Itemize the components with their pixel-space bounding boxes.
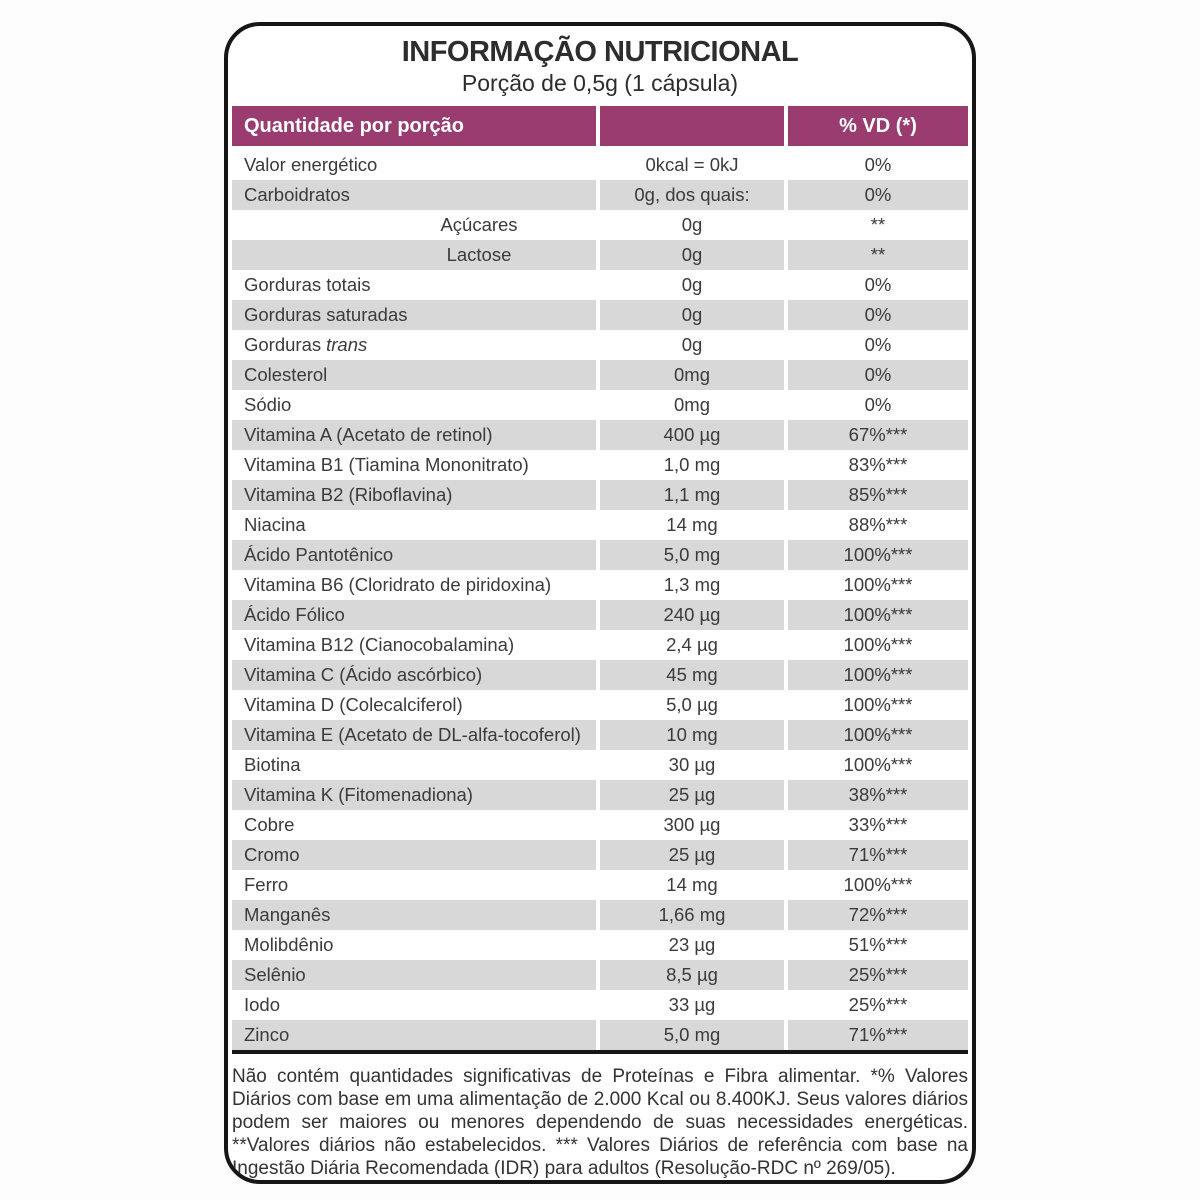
footnotes: Não contém quantidades significativas de Proteínas e Fibra alimentar. *% Valores Diários com base em uma alimentação de 2.000 Kcal ou 8.400KJ. Seus valores diários podem ser maiores ou menores dependendo de suas necessidades energéticas. **Valores diários não estabelecidos. *** Valores Diários de referência com base na Ingestão Diária Recomendada (IDR) para adultos (Resolução-RDC nº 269/05). [232, 1066, 968, 1179]
nutrient-name: Vitamina D (Colecalciferol) [244, 694, 463, 715]
header-quantity-per-serving: Quantidade por porção [232, 106, 596, 146]
header-amount-column [600, 106, 784, 146]
nutrient-name: Selênio [232, 960, 596, 990]
nutrient-daily-value: 85%*** [788, 480, 968, 510]
nutrient-daily-value: 100%*** [843, 874, 913, 895]
nutrient-daily-value: 71%*** [788, 1020, 968, 1050]
nutrition-title: INFORMAÇÃO NUTRICIONAL [401, 36, 799, 68]
table-row [232, 480, 968, 510]
nutrient-amount: 300 µg [663, 814, 721, 835]
nutrient-amount: 10 mg [600, 720, 784, 750]
nutrient-amount: 400 µg [600, 420, 784, 450]
nutrient-daily-value: 83%*** [848, 454, 908, 475]
table-row [232, 810, 968, 840]
nutrient-amount: 0g [681, 334, 703, 355]
nutrient-daily-value: 67%*** [788, 420, 968, 450]
table-row [232, 780, 968, 810]
nutrient-daily-value: 38%*** [788, 780, 968, 810]
nutrient-amount: 0mg [674, 394, 710, 415]
nutrient-amount: 1,0 mg [663, 454, 721, 475]
nutrient-amount: 8,5 µg [600, 960, 784, 990]
nutrient-name: Gorduras trans [244, 334, 368, 355]
table-row [232, 690, 968, 720]
nutrient-amount: 0mg [600, 360, 784, 390]
nutrient-name: Carboidratos [232, 180, 596, 210]
nutrient-daily-value: 71%*** [788, 840, 968, 870]
table-row [232, 180, 968, 210]
nutrient-amount: 25 µg [600, 840, 784, 870]
nutrient-name: Colesterol [232, 360, 596, 390]
nutrient-daily-value: ** [870, 214, 886, 235]
table-header [232, 106, 968, 146]
nutrition-table [232, 106, 968, 1054]
nutrient-daily-value: 0% [864, 154, 892, 175]
nutrient-daily-value: 51%*** [848, 934, 908, 955]
table-bottom-rule [232, 1050, 968, 1054]
table-row [232, 600, 968, 630]
table-row [232, 270, 968, 300]
nutrient-name: Niacina [244, 514, 306, 535]
nutrient-daily-value: 100%*** [843, 694, 913, 715]
nutrient-daily-value: 0% [864, 274, 892, 295]
table-row [232, 450, 968, 480]
nutrient-name: Ferro [244, 874, 289, 895]
nutrient-amount: 0g [681, 214, 703, 235]
nutrient-daily-value: 100%*** [788, 660, 968, 690]
nutrient-daily-value: 100%*** [788, 540, 968, 570]
nutrient-name: Vitamina A (Acetato de retinol) [232, 420, 596, 450]
nutrient-daily-value: 88%*** [848, 514, 908, 535]
nutrient-name: Cobre [244, 814, 295, 835]
nutrient-daily-value: 100%*** [843, 574, 913, 595]
table-row [232, 900, 968, 930]
nutrient-daily-value: 100%*** [788, 600, 968, 630]
nutrient-daily-value: 25%*** [788, 960, 968, 990]
nutrient-name: Açúcares [440, 214, 518, 235]
table-row [232, 1020, 968, 1050]
nutrient-amount: 0g [600, 300, 784, 330]
nutrient-daily-value: 0% [864, 334, 892, 355]
nutrient-name: Manganês [232, 900, 596, 930]
nutrient-name: Vitamina B1 (Tiamina Mononitrato) [244, 454, 529, 475]
table-row [232, 930, 968, 960]
nutrient-amount: 14 mg [666, 874, 718, 895]
nutrient-amount: 5,0 µg [666, 694, 718, 715]
table-row [232, 630, 968, 660]
nutrient-amount: 0g, dos quais: [600, 180, 784, 210]
table-row [232, 360, 968, 390]
serving-size: Porção de 0,5g (1 cápsula) [461, 70, 739, 96]
nutrient-name: Gorduras totais [244, 274, 371, 295]
nutrient-daily-value: 0% [788, 180, 968, 210]
nutrient-daily-value: 100%*** [843, 754, 913, 775]
table-row [232, 720, 968, 750]
nutrient-daily-value: 25%*** [848, 994, 908, 1015]
nutrient-name: Cromo [232, 840, 596, 870]
nutrient-name: Vitamina B6 (Cloridrato de piridoxina) [244, 574, 552, 595]
nutrient-amount: 14 mg [666, 514, 718, 535]
nutrient-amount: 0g [600, 240, 784, 270]
nutrient-amount: 1,3 mg [663, 574, 721, 595]
table-row [232, 210, 968, 240]
nutrient-amount: 0kcal = 0kJ [645, 154, 739, 175]
nutrient-name: Valor energético [244, 154, 378, 175]
nutrient-amount: 45 mg [600, 660, 784, 690]
nutrition-label [224, 22, 976, 1184]
table-row [232, 300, 968, 330]
nutrient-name: Biotina [244, 754, 301, 775]
nutrient-amount: 5,0 mg [600, 540, 784, 570]
table-row [232, 330, 968, 360]
table-row [232, 660, 968, 690]
nutrient-amount: 1,1 mg [600, 480, 784, 510]
nutrient-daily-value: 33%*** [848, 814, 908, 835]
nutrient-name: Vitamina B12 (Cianocobalamina) [244, 634, 515, 655]
nutrient-amount: 240 µg [600, 600, 784, 630]
table-row [232, 390, 968, 420]
nutrient-amount: 2,4 µg [666, 634, 718, 655]
nutrient-name: Vitamina C (Ácido ascórbico) [232, 660, 596, 690]
nutrient-name: Ácido Fólico [232, 600, 596, 630]
table-body [232, 150, 968, 1050]
table-row [232, 750, 968, 780]
nutrient-name: Molibdênio [244, 934, 334, 955]
table-row [232, 960, 968, 990]
nutrient-name: Vitamina E (Acetato de DL-alfa-tocoferol) [232, 720, 596, 750]
nutrient-name: Lactose [232, 240, 596, 270]
nutrient-amount: 5,0 mg [600, 1020, 784, 1050]
table-row [232, 990, 968, 1020]
nutrient-name: Zinco [232, 1020, 596, 1050]
nutrient-name: Ácido Pantotênico [232, 540, 596, 570]
nutrient-name: Iodo [244, 994, 281, 1015]
nutrient-amount: 30 µg [668, 754, 716, 775]
nutrient-daily-value: 72%*** [788, 900, 968, 930]
nutrient-daily-value: 100%*** [843, 634, 913, 655]
table-row [232, 540, 968, 570]
table-row [232, 510, 968, 540]
nutrient-daily-value: 0% [788, 360, 968, 390]
nutrient-amount: 23 µg [668, 934, 716, 955]
nutrient-name: Vitamina B2 (Riboflavina) [232, 480, 596, 510]
nutrient-name: Gorduras saturadas [232, 300, 596, 330]
nutrient-name: Sódio [244, 394, 292, 415]
table-row [232, 570, 968, 600]
nutrient-amount: 33 µg [668, 994, 716, 1015]
table-row [232, 420, 968, 450]
table-row [232, 840, 968, 870]
nutrient-amount: 1,66 mg [600, 900, 784, 930]
table-row [232, 870, 968, 900]
nutrient-name: Vitamina K (Fitomenadiona) [232, 780, 596, 810]
table-row [232, 150, 968, 180]
nutrient-daily-value: ** [788, 240, 968, 270]
header-daily-value: % VD (*) [788, 106, 968, 146]
nutrient-daily-value: 0% [864, 394, 892, 415]
table-row [232, 240, 968, 270]
nutrient-daily-value: 100%*** [788, 720, 968, 750]
nutrient-amount: 25 µg [600, 780, 784, 810]
nutrient-amount: 0g [681, 274, 703, 295]
nutrient-daily-value: 0% [788, 300, 968, 330]
